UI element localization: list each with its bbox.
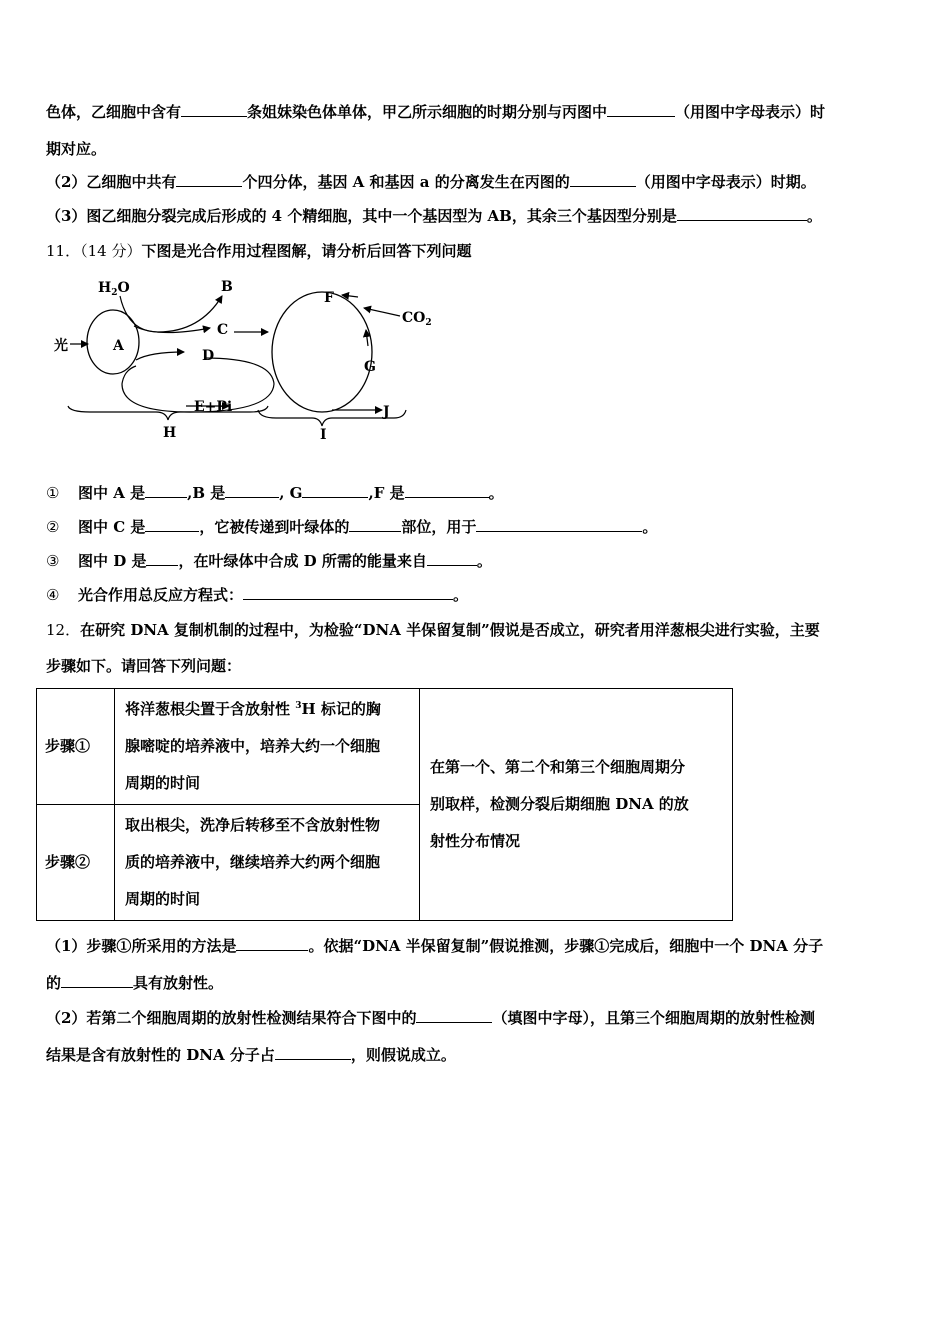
answer-blank[interactable] <box>349 517 401 532</box>
item-text: 。 <box>642 518 658 536</box>
q12-part-1-cont <box>46 973 223 993</box>
question-title: 下图是光合作用过程图解，请分析后回答下列问题 <box>141 242 472 260</box>
item-text: 。 <box>488 484 504 502</box>
step-1-text: 周期的时间 <box>125 774 201 792</box>
q11-item-4 <box>46 585 468 605</box>
q10-text: 条姐妹染色体单体，甲乙所示细胞的时期分别与丙图中 <box>247 103 608 121</box>
answer-blank[interactable] <box>225 483 279 498</box>
item-marker: ④ <box>46 586 60 604</box>
step-2-label: 步骤② <box>37 805 115 921</box>
q11-item-1 <box>46 483 504 503</box>
answer-blank[interactable] <box>427 551 477 566</box>
q12-text: 的 <box>46 974 62 992</box>
q10-line-1 <box>46 102 825 122</box>
label-light: 光 <box>54 338 68 354</box>
label-h: H <box>163 425 177 441</box>
answer-blank[interactable] <box>607 102 675 117</box>
q12-text: （1）步骤①所采用的方法是 <box>46 937 237 955</box>
label-co2: $CO_2$ <box>402 310 432 328</box>
step-2-text: 周期的时间 <box>125 890 201 908</box>
step-1-text: 将洋葱根尖置于含放射性 <box>125 700 296 718</box>
item-marker: ① <box>46 484 60 502</box>
question-number: 12． <box>46 621 81 639</box>
q12-text: （2）若第二个细胞周期的放射性检测结果符合下图中的 <box>46 1009 417 1027</box>
item-marker: ② <box>46 518 60 536</box>
q12-text: 在研究 DNA 复制机制的过程中，为检验“DNA 半保留复制”假说是否成立，研究者用洋葱根尖进行实验，主要 <box>80 621 820 639</box>
q11-item-3 <box>46 551 492 571</box>
answer-blank[interactable] <box>677 206 807 221</box>
q12-part-1 <box>46 936 823 956</box>
item-text: 。 <box>453 586 469 604</box>
experiment-steps-table <box>36 688 733 921</box>
q10-part-3 <box>46 206 822 226</box>
q10-text: （2）乙细胞中共有 <box>46 173 177 191</box>
item-text: 。 <box>476 552 492 570</box>
q12-part-2 <box>46 1008 815 1028</box>
answer-blank[interactable] <box>570 172 636 187</box>
q10-text: （用图中字母表示）时期。 <box>635 173 816 191</box>
answer-blank[interactable] <box>176 172 242 187</box>
q10-text: 期对应。 <box>46 140 107 158</box>
answer-blank[interactable] <box>146 551 178 566</box>
item-text: ,B 是 <box>187 484 226 502</box>
question-number: 11．（14 分） <box>46 242 142 260</box>
sampling-text: 在第一个、第二个和第三个细胞周期分 <box>430 758 686 776</box>
arrow-to-d <box>136 352 184 360</box>
label-g: G <box>364 359 376 375</box>
q12-line-2 <box>46 656 241 676</box>
sampling-text: 射性分布情况 <box>430 832 521 850</box>
q10-text: 色体，乙细胞中含有 <box>46 103 182 121</box>
answer-blank[interactable] <box>145 517 199 532</box>
answer-blank[interactable] <box>405 483 489 498</box>
q12-line-1 <box>46 620 820 640</box>
calvin-cycle <box>272 292 372 412</box>
step-1-text: 腺嘧啶的培养液中，培养大约一个细胞 <box>125 737 381 755</box>
item-text: 部位，用于 <box>401 518 477 536</box>
item-text: 图中 A 是 <box>78 484 146 502</box>
q10-line-2 <box>46 139 106 159</box>
sampling-text: 别取样，检测分裂后期细胞 DNA 的放 <box>430 795 689 813</box>
answer-blank[interactable] <box>416 1008 492 1023</box>
item-text: ，它被传递到叶绿体的 <box>199 518 350 536</box>
step-1-label: 步骤① <box>37 689 115 805</box>
q12-part-2-cont <box>46 1045 456 1065</box>
q10-text: 个四分体，基因 A 和基因 a 的分离发生在丙图的 <box>242 173 570 191</box>
answer-blank[interactable] <box>181 102 247 117</box>
answer-blank[interactable] <box>145 483 187 498</box>
step-2-text: 取出根尖，洗净后转移至不含放射性物 <box>125 816 381 834</box>
label-j: J <box>383 404 390 420</box>
q12-text: 具有放射性。 <box>133 974 224 992</box>
label-h2o: $H_2O$ <box>98 280 130 298</box>
label-c: C <box>217 322 229 338</box>
label-e-pi: E+Pi <box>194 399 233 415</box>
arrow-g <box>366 330 368 346</box>
answer-blank[interactable] <box>476 517 642 532</box>
answer-blank[interactable] <box>243 585 453 600</box>
q10-part-2 <box>46 172 816 192</box>
q10-text: （用图中字母表示）时 <box>675 103 826 121</box>
item-text: 图中 C 是 <box>78 518 146 536</box>
item-text: 光合作用总反应方程式： <box>78 586 244 604</box>
arrow-to-f <box>342 295 358 297</box>
item-text: 图中 D 是 <box>78 552 147 570</box>
q11-heading <box>46 241 471 261</box>
q12-text: （填图中字母），且第三个细胞周期的放射性检测 <box>492 1009 815 1027</box>
step-2-desc <box>115 805 420 921</box>
photosynthesis-diagram <box>50 272 450 448</box>
answer-blank[interactable] <box>61 973 133 988</box>
q10-text: 。 <box>806 207 822 225</box>
answer-blank[interactable] <box>275 1045 351 1060</box>
item-text: ，在叶绿体中合成 D 所需的能量来自 <box>178 552 427 570</box>
answer-blank[interactable] <box>302 483 368 498</box>
q11-item-2 <box>46 517 657 537</box>
arrow-to-c <box>134 326 210 333</box>
item-text: , G <box>279 484 303 502</box>
label-i: I <box>320 427 327 443</box>
item-marker: ③ <box>46 552 60 570</box>
q12-text: 结果是含有放射性的 DNA 分子占 <box>46 1046 275 1064</box>
sampling-cell <box>420 689 733 921</box>
step-2-text: 质的培养液中，继续培养大约两个细胞 <box>125 853 381 871</box>
q12-text: 步骤如下。请回答下列问题： <box>46 657 242 675</box>
label-f: F <box>324 290 334 306</box>
superscript: 3 <box>295 701 302 711</box>
co2-arrow <box>364 308 400 316</box>
step-1-desc <box>115 689 420 805</box>
step-1-text: H 标记的胸 <box>301 700 381 718</box>
q12-text: 。依据“DNA 半保留复制”假说推测，步骤①完成后，细胞中一个 DNA 分子 <box>308 937 824 955</box>
label-a: A <box>113 338 124 354</box>
q10-text: （3）图乙细胞分裂完成后形成的 4 个精细胞，其中一个基因型为 AB，其余三个基因型分别是 <box>46 207 677 225</box>
label-b: B <box>221 279 233 295</box>
q12-text: ，则假说成立。 <box>350 1046 456 1064</box>
answer-blank[interactable] <box>236 936 308 951</box>
item-text: ,F 是 <box>368 484 405 502</box>
label-d: D <box>202 348 215 364</box>
